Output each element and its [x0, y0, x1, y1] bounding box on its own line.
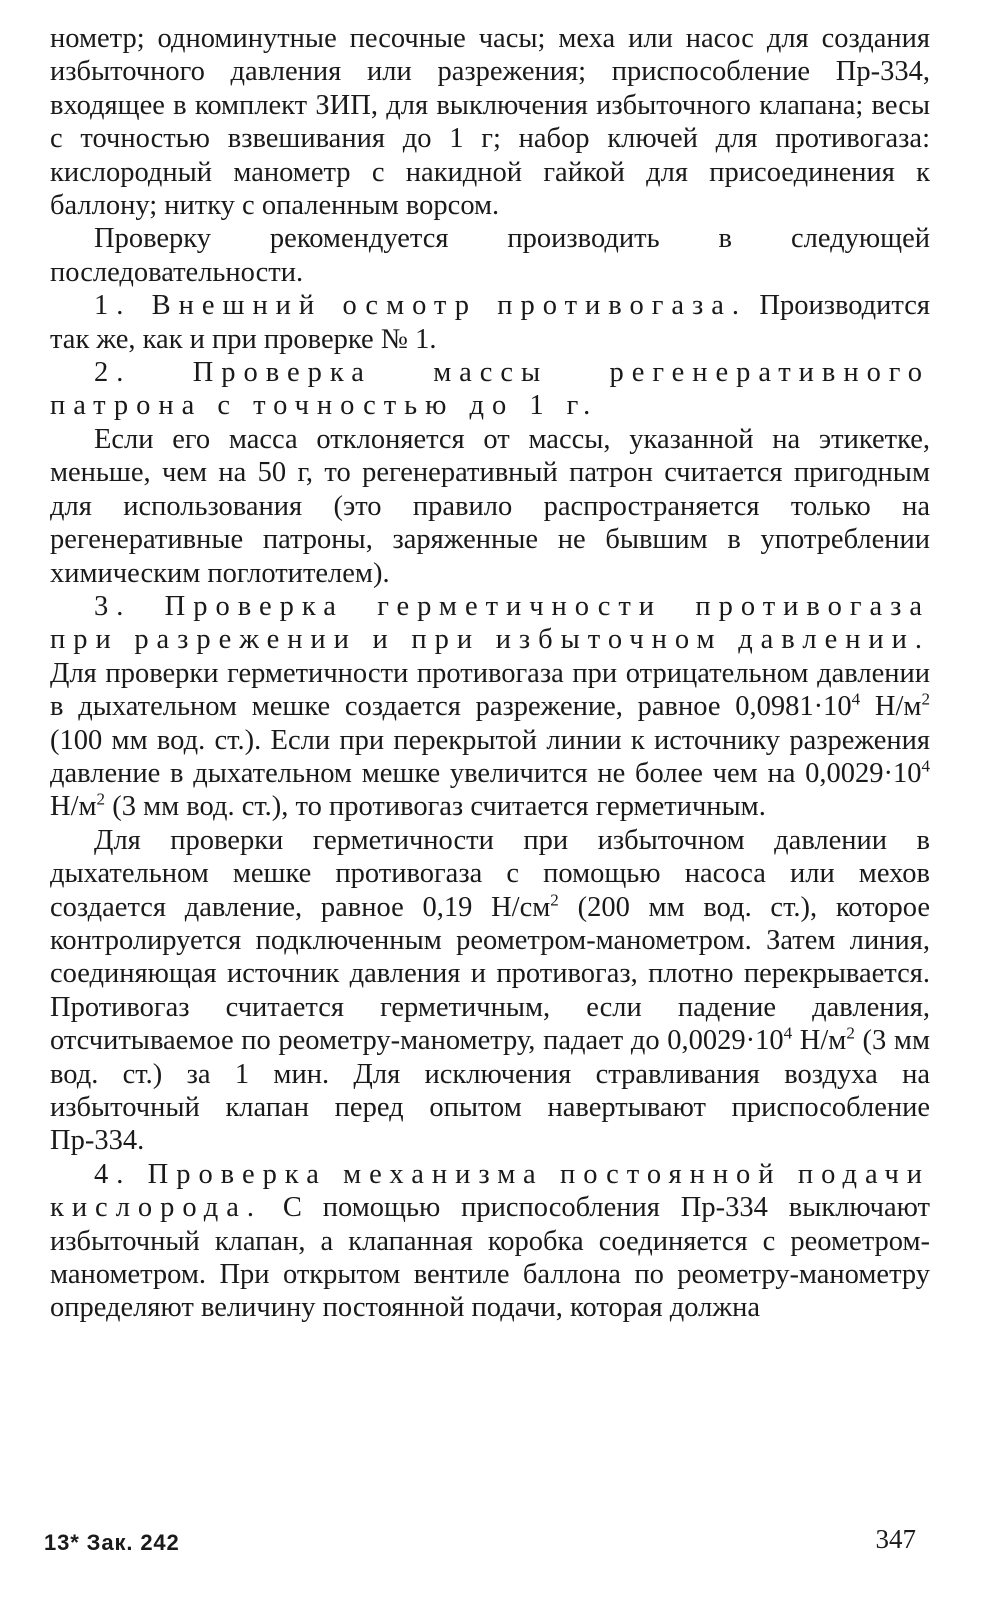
exponent: 4 — [851, 689, 861, 709]
paragraph-step-3 — [50, 590, 930, 824]
step-3-text-a: Для проверки герметичности противогаза при отрицательном давлении в дыхательном мешке создается разрежение, равное 0,0981·10 — [50, 657, 930, 723]
step-2-heading: 2. Проверка массы регенеративного патрона с точностью до 1 г. — [50, 357, 930, 422]
exponent: 2 — [921, 689, 930, 709]
page-number: 347 — [875, 1524, 916, 1554]
step-1-text: Производится так же, как и при проверке № 1. — [50, 290, 930, 355]
exponent: 2 — [96, 789, 106, 809]
step-3-text-e: (3 мм вод. ст.), то противогаз считается герметичным. — [105, 791, 766, 823]
step-3-heading: 3. Проверка герметичности противогаза при разрежении и при избыточном давлении. — [50, 590, 930, 656]
step-3-text-b: Н/м — [860, 691, 922, 723]
step-3-text-d: Н/м — [50, 791, 97, 823]
paragraph-mass-rule: Если его масса отклоняется от массы, указанной на этикетке, меньше, чем на 50 г, то регенеративный патрон считается пригодным для использования (это правило распространяется только на регенеративные патроны, заряженные не бывшим в употреблении химическим поглотителем). — [50, 423, 930, 589]
printer-signature: 13* Зак. 242 — [44, 1530, 180, 1555]
overpressure-text-d: (3 мм вод. ст.) за 1 мин. Для исключения стравливания воздуха на избыточный клапан перед опытом навертывают приспособление Пр-334. — [50, 1025, 930, 1157]
step-1-heading: 1. Внешний осмотр противогаза. — [94, 290, 748, 322]
overpressure-text-c: Н/м — [792, 1025, 847, 1057]
step-4-heading: 4. Проверка механизма постоянной подачи кислорода. — [50, 1158, 930, 1224]
exponent: 4 — [921, 756, 930, 776]
page-body — [50, 22, 930, 1325]
paragraph-step-4 — [50, 1158, 930, 1325]
step-4-text: С помощью приспособления Пр-334 выключают избыточный клапан, а клапанная коробка соединяется с реометром-манометром. При открытом вентиле баллона по реометру-манометру определяют величину постоянной подачи, которая должна — [50, 1192, 930, 1324]
paragraph-step-1 — [50, 289, 930, 356]
overpressure-text-a: Для проверки герметичности при избыточном давлении в дыхательном мешке противогаза с помощью насоса или мехов создается давление, равное 0,19 Н/см — [50, 824, 930, 923]
paragraph-overpressure-check — [50, 824, 930, 1158]
overpressure-text-b: (200 мм вод. ст.), которое контролируется подключенным реометром-манометром. Затем линия, соединяющая источник давления и противогаз, плотно перекрывается. Противогаз считается герметичным, если падение давления, отсчитываемое по реометру-манометру, падает до 0,0029·10 — [50, 891, 930, 1057]
paragraph-step-2 — [50, 356, 930, 423]
paragraph-sequence-intro: Проверку рекомендуется производить в следующей последовательности. — [50, 223, 930, 288]
exponent: 2 — [846, 1023, 855, 1043]
step-3-text-c: (100 мм вод. ст.). Если при перекрытой линии к источнику разрежения давление в дыхательном мешке увеличится не более чем на 0,0029·10 — [50, 724, 930, 789]
paragraph-equipment-list: нометр; одноминутные песочные часы; меха или насос для создания избыточного давления или разрежения; приспособление Пр-334, входящее в комплект ЗИП, для выключения избыточного клапана; весы с точностью взвешивания до 1 г; набор ключей для противогаза: кислородный манометр с накидной гайкой для присоединения к баллону; нитку с опаленным ворсом. — [50, 23, 930, 222]
exponent: 4 — [783, 1023, 793, 1043]
exponent: 2 — [550, 890, 559, 910]
